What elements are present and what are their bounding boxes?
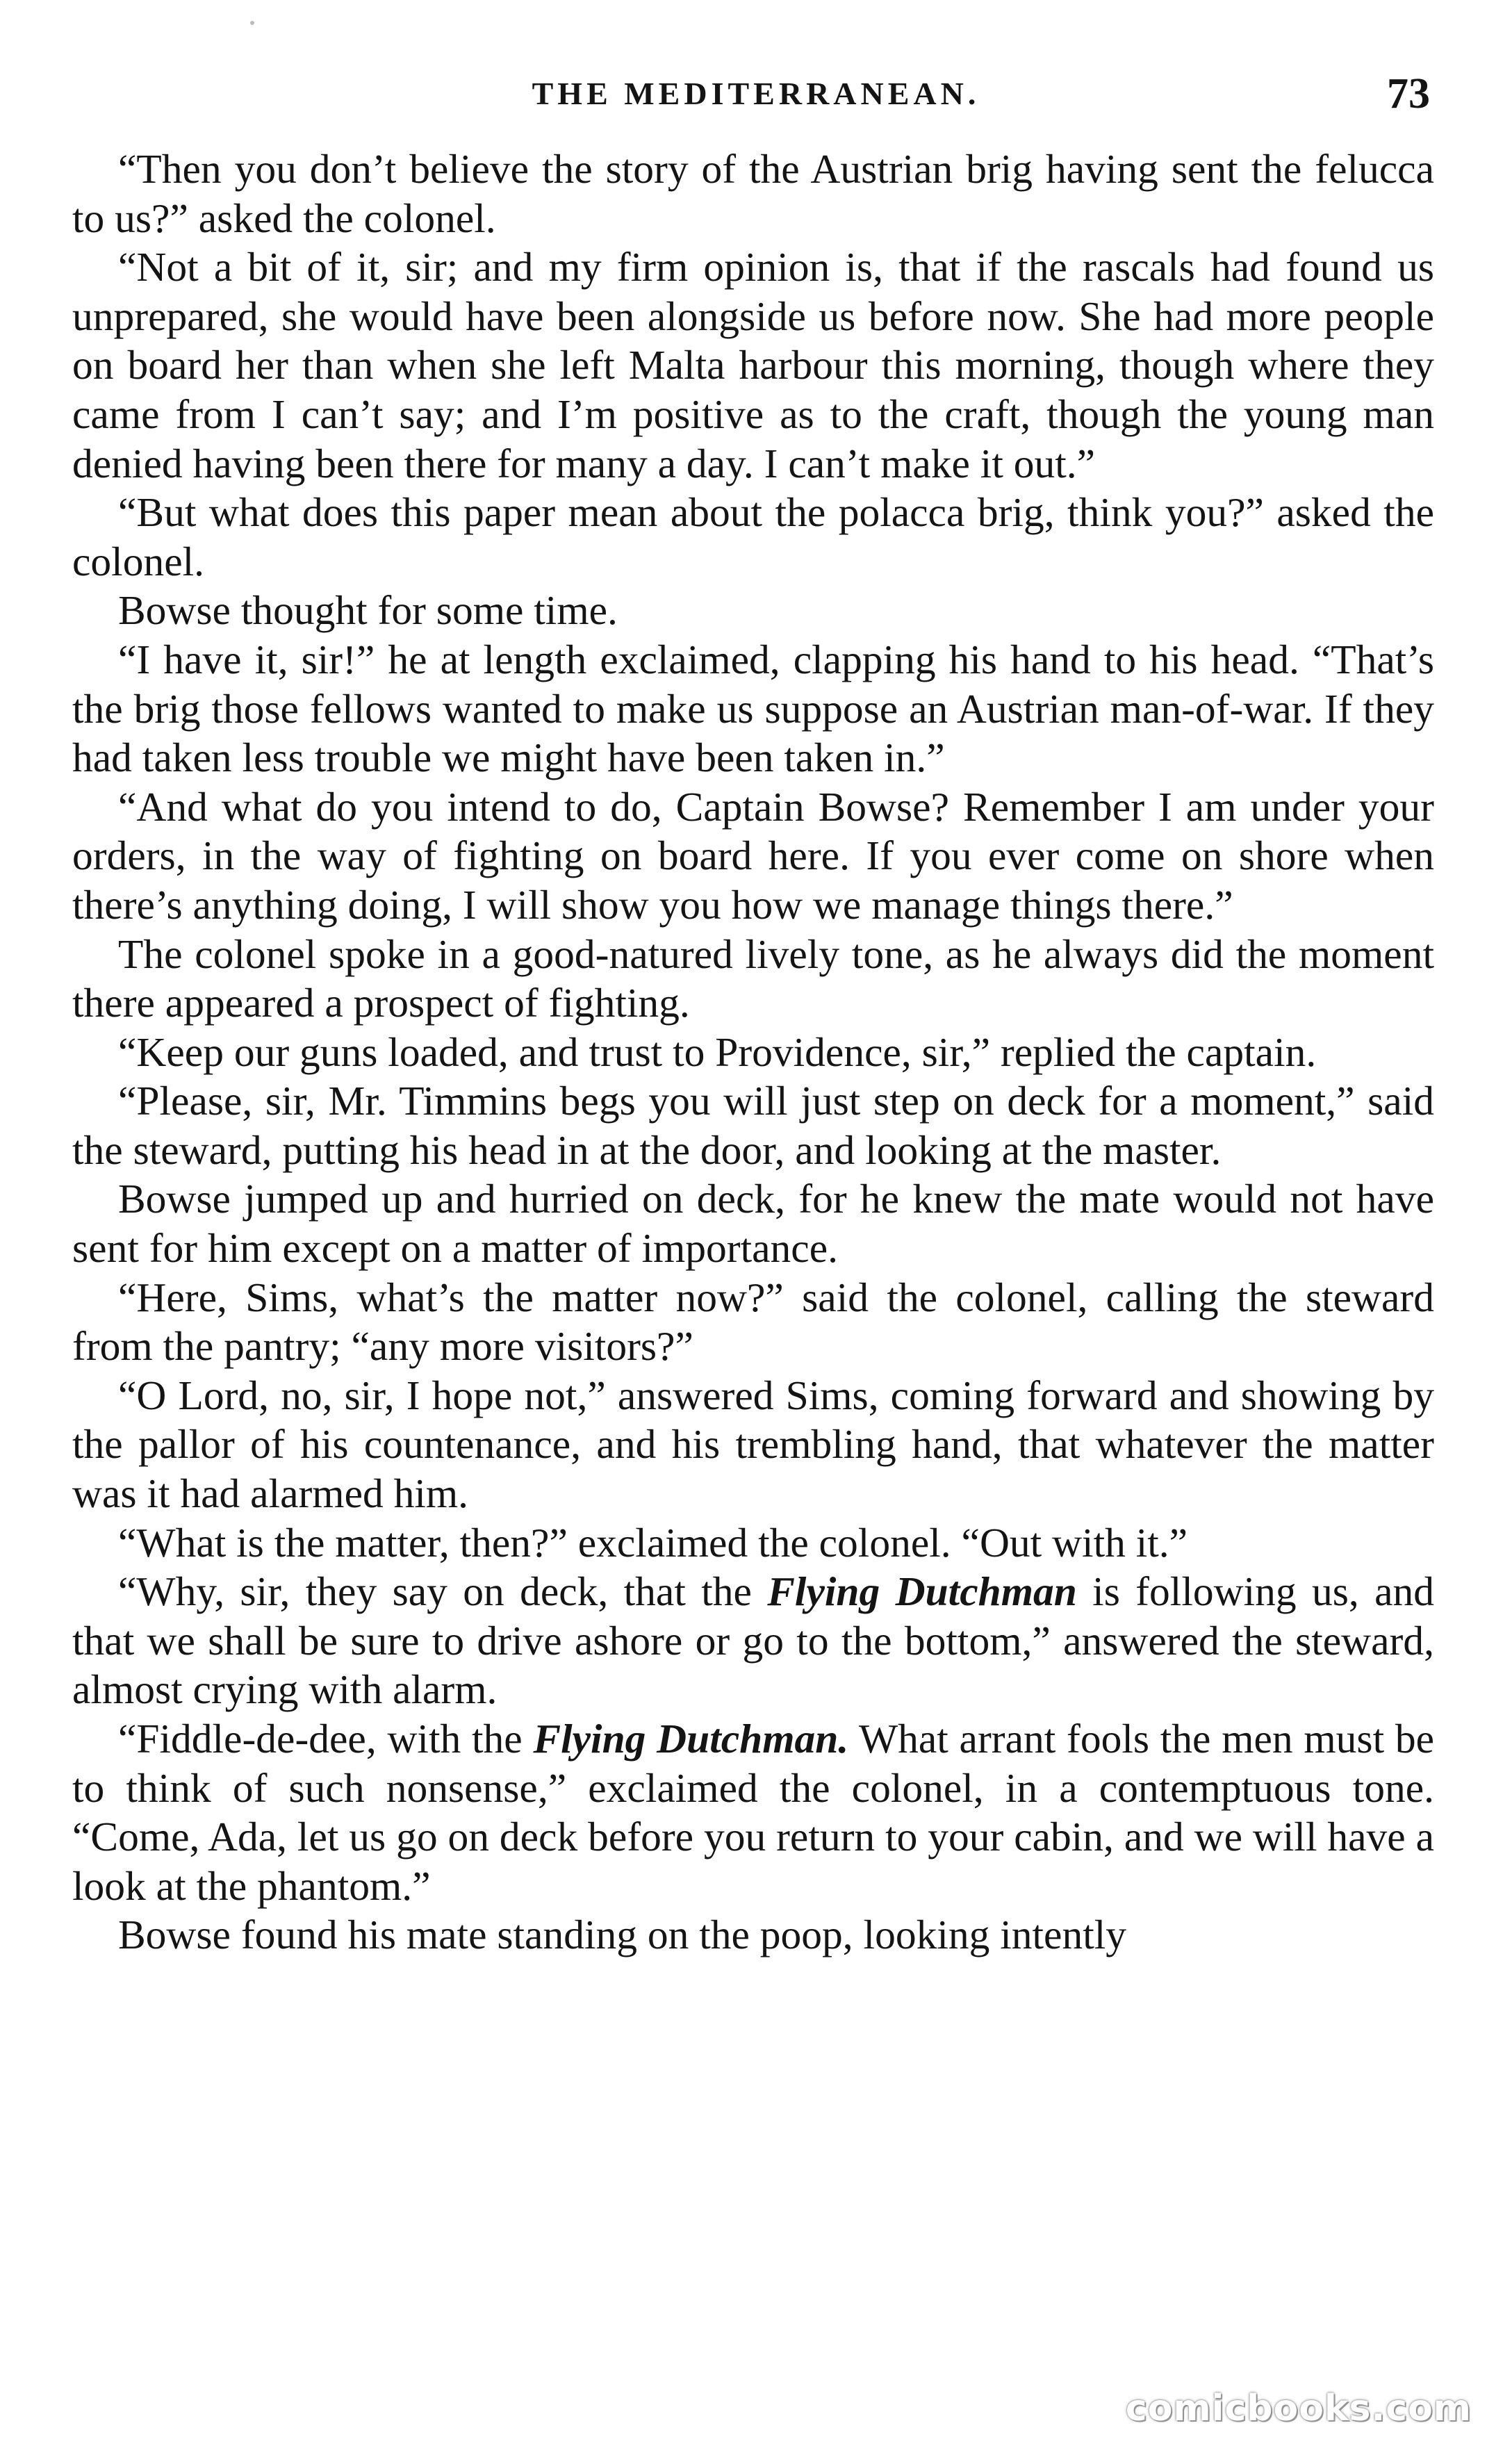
paragraph — [72, 1567, 1434, 1714]
paragraph: “But what does this paper mean about the polacca brig, think you?” asked the colonel. — [72, 489, 1434, 584]
watermark: comicbooks.com — [1125, 2388, 1472, 2429]
page-header — [0, 70, 1512, 131]
paragraph — [72, 1714, 1434, 1910]
paragraph: “Not a bit of it, sir; and my firm opinion is, that if the rascals had found us unprepared, she would have been alongside us before now. She had more people on board her than when she left Malta harbour this morning, though where they came from I can’t say; and I’m positive as to the craft, though the young man denied having been there for many a day. I can’t make it out.” — [72, 244, 1434, 486]
paragraph: “And what do you intend to do, Captain Bowse? Remember I am under your orders, in the way of fighting on board here. If you ever come on shore when there’s anything doing, I will show you how we manage things there.” — [72, 783, 1434, 928]
paragraph: “Then you don’t believe the story of the Austrian brig having sent the felucca to us?” asked the colonel. — [72, 146, 1434, 241]
paragraph: “What is the matter, then?” exclaimed the colonel. “Out with it.” — [118, 1519, 1188, 1566]
paragraph: “O Lord, no, sir, I hope not,” answered Sims, coming forward and showing by the pallor of his countenance, and his trembling hand, that whatever the matter was it had alarmed him. — [72, 1372, 1434, 1517]
paragraph: “Here, Sims, what’s the matter now?” said the colonel, calling the steward from the pantry; “any more visitors?” — [72, 1274, 1434, 1370]
text-run: “Fiddle-de-dee, with the — [118, 1716, 534, 1762]
text-run: “Why, sir, they say on deck, that the — [118, 1568, 768, 1615]
body-text — [72, 145, 1434, 1960]
text-run: is following us, and that we shall be sure to drive ashore or go to the bottom,” answered the steward, almost crying with alarm. — [72, 1568, 1434, 1713]
paragraph: “Please, sir, Mr. Timmins begs you will just step on deck for a moment,” said the steward, putting his head in at the door, and looking at the master. — [72, 1078, 1434, 1173]
paragraph: Bowse jumped up and hurried on deck, for he knew the mate would not have sent for him except on a matter of importance. — [72, 1176, 1434, 1272]
ship-name: Flying Dutchman. — [533, 1716, 849, 1762]
text-run: What arrant fools the men must be to think of such nonsense,” exclaimed the colonel, in a contemptuous tone. “Come, Ada, let us go on deck before you return to your cabin, and we will have a look at the phantom.” — [72, 1716, 1435, 1909]
speck — [250, 21, 254, 25]
paragraph: The colonel spoke in a good-natured lively tone, as he always did the moment there appeared a prospect of fighting. — [72, 930, 1434, 1026]
ship-name: Flying Dutchman — [767, 1568, 1077, 1615]
page-number: 73 — [1387, 70, 1430, 117]
paragraph: “Keep our guns loaded, and trust to Providence, sir,” replied the captain. — [118, 1028, 1317, 1075]
paragraph: Bowse thought for some time. — [118, 587, 618, 634]
running-title: THE MEDITERRANEAN. — [532, 76, 980, 111]
paragraph: “I have it, sir!” he at length exclaimed, clapping his hand to his head. “That’s the brig those fellows wanted to make us suppose an Austrian man-of-war. If they had taken less trouble we might have been taken in.” — [72, 636, 1434, 781]
paragraph: Bowse found his mate standing on the poop, looking intently — [118, 1912, 1127, 1958]
